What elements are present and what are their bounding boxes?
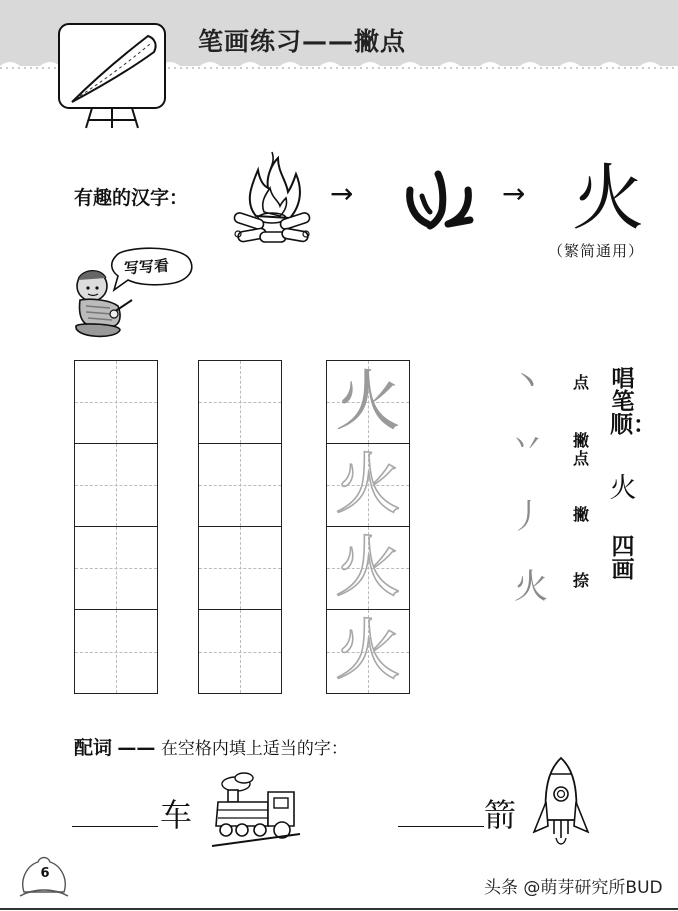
stroke-step-2-name: 撇点 — [572, 431, 589, 468]
modern-fire-character: 火 — [572, 156, 645, 240]
word-match-instruction — [74, 733, 348, 760]
practice-cell[interactable] — [75, 361, 157, 444]
answer-blank-1[interactable] — [72, 824, 158, 827]
stroke-step-3-partial: 丿 — [510, 497, 544, 537]
word-char-2: 箭 — [484, 796, 517, 834]
watermark: 头条 @萌芽研究所BUD — [484, 878, 663, 898]
tracing-column — [326, 360, 410, 694]
trace-cell[interactable] — [327, 444, 409, 527]
speech-bubble-text: 写写看 — [123, 256, 170, 278]
arrow-right-icon: → — [502, 177, 526, 210]
practice-cell[interactable] — [199, 444, 281, 527]
trace-character: 火 — [335, 612, 401, 689]
stroke-order-character: 火 — [609, 473, 637, 504]
easel-stroke-icon — [56, 22, 168, 130]
practice-cell[interactable] — [75, 527, 157, 610]
word-match-dash: —— — [117, 737, 156, 759]
answer-blank-2[interactable] — [398, 824, 484, 827]
model-character: 火 — [335, 363, 401, 440]
train-icon — [210, 772, 302, 848]
trace-character: 火 — [335, 446, 401, 523]
stroke-step-4-name: 捺 — [572, 571, 589, 590]
model-cell — [327, 361, 409, 444]
page-number: 6 — [40, 866, 50, 881]
stroke-count: 四画 — [611, 534, 635, 583]
arrow-right-icon: → — [330, 177, 354, 210]
stroke-step-3-name: 撇 — [572, 505, 589, 524]
fun-characters-label: 有趣的汉字： — [74, 187, 189, 209]
stroke-step-2-partial: 丷 — [510, 425, 544, 465]
word-char-1: 车 — [160, 796, 193, 834]
bottom-rule — [0, 908, 678, 910]
practice-cell[interactable] — [75, 610, 157, 693]
stroke-step-4-partial: 火 — [514, 567, 548, 607]
ancient-fire-glyph-icon — [404, 170, 478, 232]
stroke-step-1-partial: 丶 — [510, 363, 544, 403]
page-title: 笔画练习——撇点 — [198, 27, 407, 56]
stroke-order-heading: 唱笔顺： — [610, 366, 656, 438]
practice-cell[interactable] — [199, 361, 281, 444]
practice-column-2 — [198, 360, 282, 694]
trace-cell[interactable] — [327, 610, 409, 693]
trace-character: 火 — [335, 529, 401, 606]
practice-column-1 — [74, 360, 158, 694]
practice-cell[interactable] — [199, 610, 281, 693]
rocket-icon — [530, 756, 592, 852]
practice-cell[interactable] — [199, 527, 281, 610]
stroke-step-1-name: 点 — [572, 373, 589, 392]
word-match-heading: 配词 — [74, 737, 113, 759]
traditional-simplified-note: （繁简通用） — [548, 242, 645, 260]
trace-cell[interactable] — [327, 527, 409, 610]
word-match-text: 在空格内填上适当的字： — [160, 739, 348, 759]
practice-cell[interactable] — [75, 444, 157, 527]
campfire-icon — [230, 146, 314, 250]
